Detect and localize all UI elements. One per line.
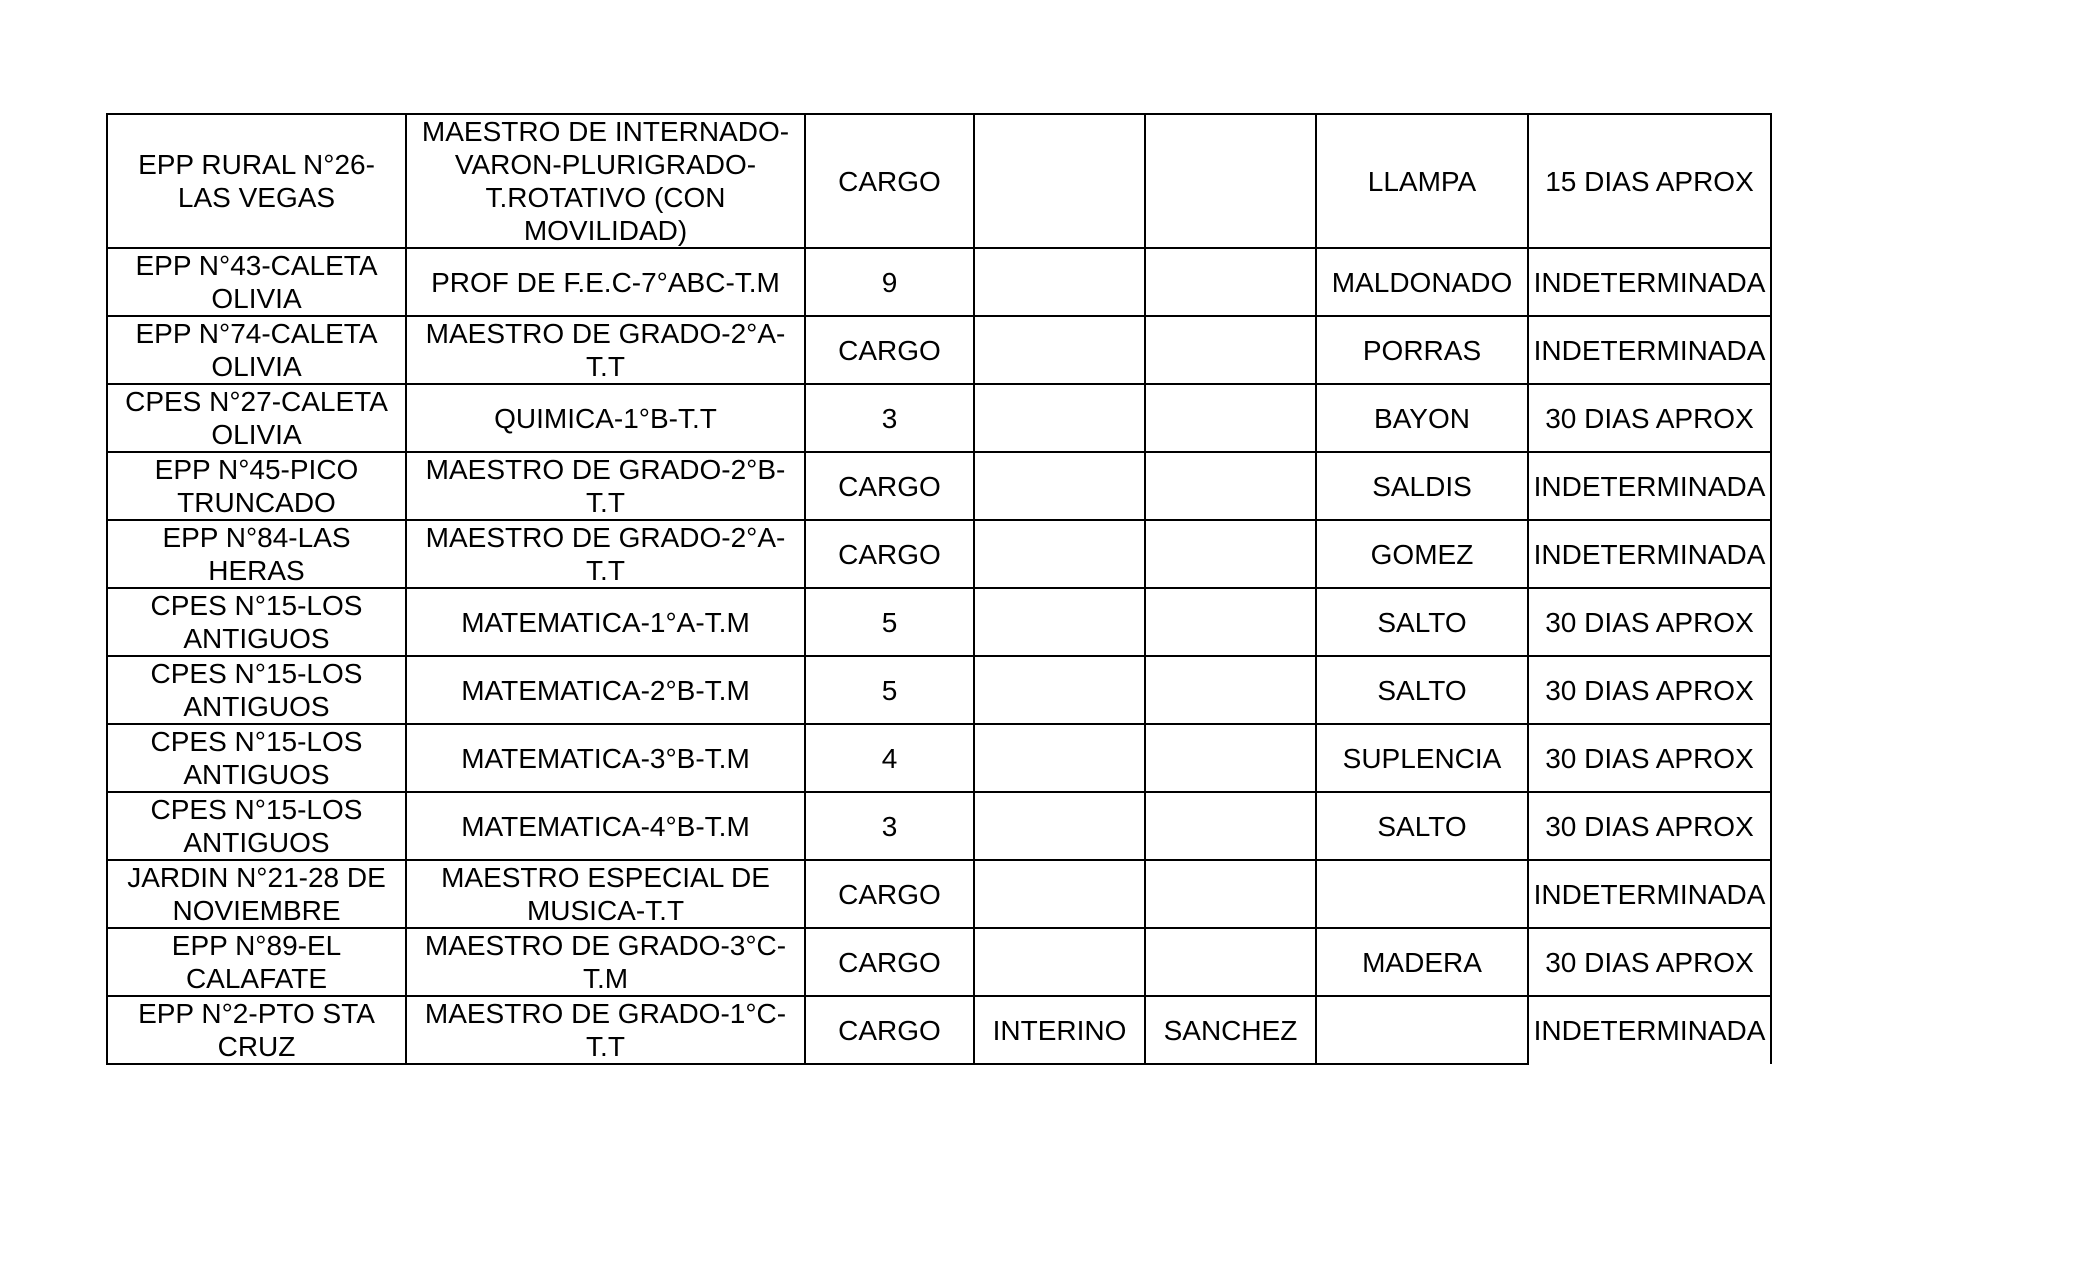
- cell-position: MAESTRO ESPECIAL DE MUSICA-T.T: [406, 860, 805, 928]
- cell-hours: 3: [805, 792, 974, 860]
- cell-status: [974, 384, 1145, 452]
- table-row: [107, 520, 1771, 588]
- cell-reason: SALDIS: [1316, 452, 1528, 520]
- cell-position: MAESTRO DE GRADO-2°B-T.T: [406, 452, 805, 520]
- cell-duration: INDETERMINADA: [1528, 996, 1771, 1064]
- cell-position: MATEMATICA-1°A-T.M: [406, 588, 805, 656]
- cell-school: EPP RURAL N°26-LAS VEGAS: [107, 114, 406, 248]
- table-row: [107, 724, 1771, 792]
- cell-duration: INDETERMINADA: [1528, 520, 1771, 588]
- cell-holder: [1145, 384, 1316, 452]
- cell-status: [974, 656, 1145, 724]
- cell-status: [974, 724, 1145, 792]
- cell-hours: CARGO: [805, 928, 974, 996]
- cell-holder: [1145, 860, 1316, 928]
- table-row: [107, 656, 1771, 724]
- cell-reason: GOMEZ: [1316, 520, 1528, 588]
- cell-school: EPP N°2-PTO STA CRUZ: [107, 996, 406, 1064]
- cell-hours: CARGO: [805, 316, 974, 384]
- cell-school: CPES N°15-LOS ANTIGUOS: [107, 792, 406, 860]
- cell-holder: [1145, 724, 1316, 792]
- cell-duration: INDETERMINADA: [1528, 860, 1771, 928]
- cell-position: MATEMATICA-4°B-T.M: [406, 792, 805, 860]
- cell-status: [974, 588, 1145, 656]
- cell-duration: 30 DIAS APROX: [1528, 656, 1771, 724]
- cell-position: MAESTRO DE INTERNADO-VARON-PLURIGRADO-T.ROTATIVO (CON MOVILIDAD): [406, 114, 805, 248]
- cell-school: CPES N°15-LOS ANTIGUOS: [107, 588, 406, 656]
- cell-hours: CARGO: [805, 860, 974, 928]
- cell-hours: 3: [805, 384, 974, 452]
- cell-reason: BAYON: [1316, 384, 1528, 452]
- table-row: [107, 792, 1771, 860]
- cell-school: CPES N°15-LOS ANTIGUOS: [107, 656, 406, 724]
- cell-school: JARDIN N°21-28 DE NOVIEMBRE: [107, 860, 406, 928]
- cell-position: MAESTRO DE GRADO-1°C-T.T: [406, 996, 805, 1064]
- cell-holder: [1145, 248, 1316, 316]
- cell-position: QUIMICA-1°B-T.T: [406, 384, 805, 452]
- cell-position: MATEMATICA-2°B-T.M: [406, 656, 805, 724]
- table-row: [107, 928, 1771, 996]
- cell-status: [974, 520, 1145, 588]
- cell-hours: CARGO: [805, 996, 974, 1064]
- table-row: [107, 114, 1771, 248]
- vacancy-table: [106, 113, 1772, 1065]
- cell-school: EPP N°84-LAS HERAS: [107, 520, 406, 588]
- cell-hours: CARGO: [805, 520, 974, 588]
- cell-status: [974, 860, 1145, 928]
- cell-reason: SALTO: [1316, 792, 1528, 860]
- cell-holder: [1145, 316, 1316, 384]
- cell-reason: [1316, 996, 1528, 1064]
- cell-position: MAESTRO DE GRADO-2°A-T.T: [406, 520, 805, 588]
- cell-school: EPP N°45-PICO TRUNCADO: [107, 452, 406, 520]
- cell-duration: INDETERMINADA: [1528, 452, 1771, 520]
- cell-status: [974, 316, 1145, 384]
- cell-hours: 5: [805, 656, 974, 724]
- cell-position: MAESTRO DE GRADO-2°A-T.T: [406, 316, 805, 384]
- cell-position: PROF DE F.E.C-7°ABC-T.M: [406, 248, 805, 316]
- cell-position: MATEMATICA-3°B-T.M: [406, 724, 805, 792]
- cell-status: [974, 248, 1145, 316]
- table-row: [107, 316, 1771, 384]
- cell-status: [974, 452, 1145, 520]
- cell-school: CPES N°15-LOS ANTIGUOS: [107, 724, 406, 792]
- cell-reason: LLAMPA: [1316, 114, 1528, 248]
- cell-holder: [1145, 452, 1316, 520]
- cell-reason: SALTO: [1316, 656, 1528, 724]
- cell-status: [974, 114, 1145, 248]
- cell-hours: CARGO: [805, 114, 974, 248]
- cell-hours: 5: [805, 588, 974, 656]
- cell-school: EPP N°43-CALETA OLIVIA: [107, 248, 406, 316]
- cell-hours: 9: [805, 248, 974, 316]
- cell-status: INTERINO: [974, 996, 1145, 1064]
- table-row: [107, 588, 1771, 656]
- cell-reason: MADERA: [1316, 928, 1528, 996]
- cell-duration: 30 DIAS APROX: [1528, 928, 1771, 996]
- cell-status: [974, 792, 1145, 860]
- cell-holder: [1145, 656, 1316, 724]
- table-row: [107, 860, 1771, 928]
- cell-duration: 30 DIAS APROX: [1528, 724, 1771, 792]
- cell-duration: INDETERMINADA: [1528, 248, 1771, 316]
- cell-reason: SUPLENCIA: [1316, 724, 1528, 792]
- cell-duration: INDETERMINADA: [1528, 316, 1771, 384]
- cell-holder: SANCHEZ: [1145, 996, 1316, 1064]
- cell-reason: SALTO: [1316, 588, 1528, 656]
- cell-holder: [1145, 520, 1316, 588]
- cell-holder: [1145, 588, 1316, 656]
- table-row: [107, 384, 1771, 452]
- table-row: [107, 248, 1771, 316]
- cell-holder: [1145, 792, 1316, 860]
- cell-holder: [1145, 114, 1316, 248]
- cell-reason: MALDONADO: [1316, 248, 1528, 316]
- cell-school: EPP N°89-EL CALAFATE: [107, 928, 406, 996]
- cell-duration: 30 DIAS APROX: [1528, 384, 1771, 452]
- cell-hours: CARGO: [805, 452, 974, 520]
- cell-reason: [1316, 860, 1528, 928]
- cell-school: EPP N°74-CALETA OLIVIA: [107, 316, 406, 384]
- table-row: [107, 996, 1771, 1064]
- table-row: [107, 452, 1771, 520]
- cell-reason: PORRAS: [1316, 316, 1528, 384]
- cell-duration: 30 DIAS APROX: [1528, 792, 1771, 860]
- cell-position: MAESTRO DE GRADO-3°C-T.M: [406, 928, 805, 996]
- vacancy-table-body: [107, 114, 1771, 1064]
- cell-duration: 30 DIAS APROX: [1528, 588, 1771, 656]
- cell-holder: [1145, 928, 1316, 996]
- cell-hours: 4: [805, 724, 974, 792]
- cell-school: CPES N°27-CALETA OLIVIA: [107, 384, 406, 452]
- cell-duration: 15 DIAS APROX: [1528, 114, 1771, 248]
- cell-status: [974, 928, 1145, 996]
